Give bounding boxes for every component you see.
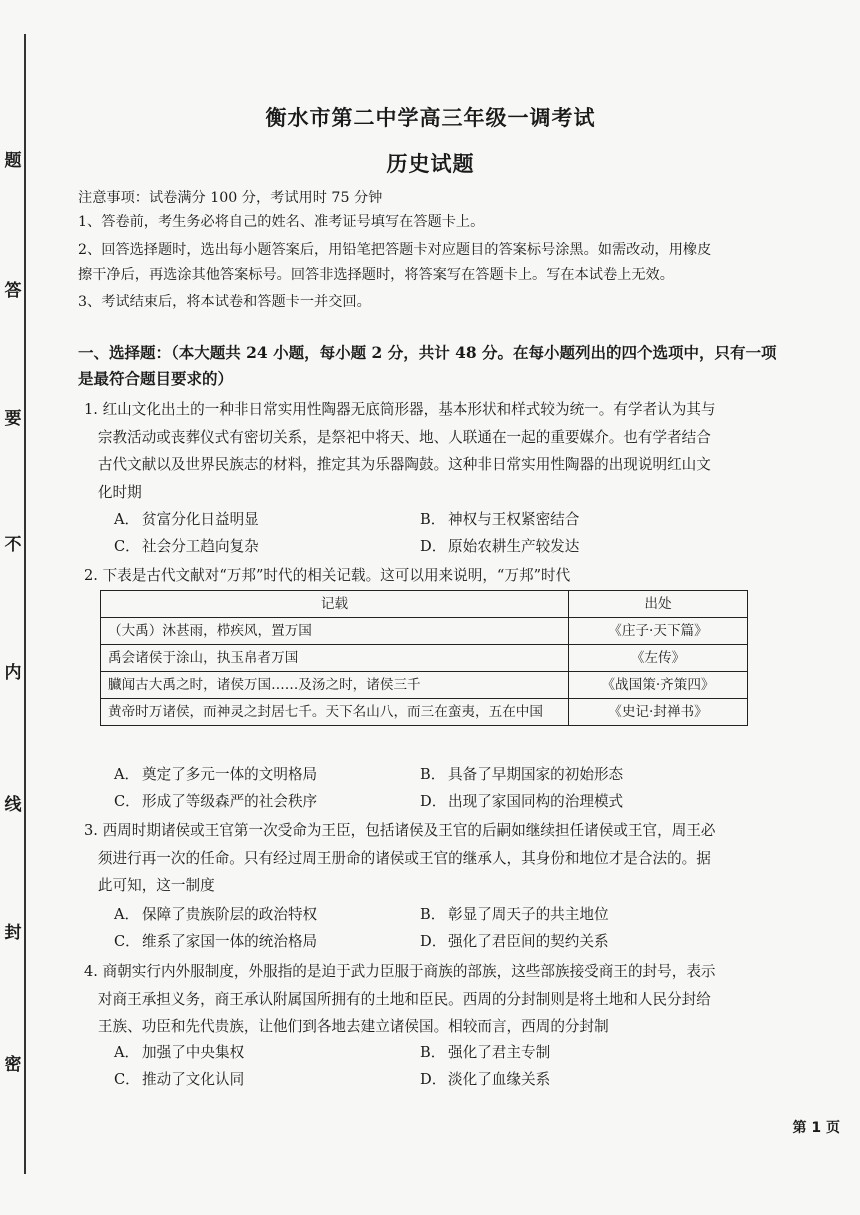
margin-char: 密 [4, 1055, 22, 1075]
margin-char: 封 [4, 923, 22, 943]
table-cell: 黄帝时万诸侯，而神灵之封居七千。天下名山八，而三在蛮夷，五在中国 [101, 699, 569, 726]
margin-char: 不 [4, 535, 22, 555]
question-line: 3. 西周时期诸侯或王官第一次受命为王臣，包括诸侯及王官的后嗣如继续担任诸侯或王官，周王必 [84, 822, 716, 839]
notice-item: 擦干净后，再选涂其他答案标号。回答非选择题时，将答案写在答题卡上。写在本试卷上无效。 [78, 267, 674, 283]
question-line: 古代文献以及世界民族志的材料，推定其为乐器陶鼓。这种非日常实用性陶器的出现说明红山文 [84, 456, 711, 473]
question-line: 4. 商朝实行内外服制度，外服指的是迫于武力臣服于商族的部族，这些部族接受商王的封号，表示 [84, 963, 716, 980]
option-a: A． 加强了中央集权 [114, 1044, 245, 1061]
table-cell-source: 《战国策·齐策四》 [569, 672, 748, 699]
section-heading: 是最符合题目要求的） [78, 369, 234, 388]
table-cell-source: 《左传》 [569, 645, 748, 672]
records-table [100, 590, 748, 726]
table-cell: 禹会诸侯于涂山，执玉帛者万国 [101, 645, 569, 672]
option-d: D． 原始农耕生产较发达 [420, 538, 580, 555]
exam-subtitle: 历史试题 [386, 151, 475, 176]
option-b: B． 神权与王权紧密结合 [420, 511, 580, 528]
margin-char: 要 [4, 409, 22, 429]
option-c: C． 维系了家国一体的统治格局 [114, 933, 318, 950]
option-a: A． 贫富分化日益明显 [114, 511, 259, 528]
option-c: C． 社会分工趋向复杂 [114, 538, 259, 555]
table-cell-source: 《庄子·天下篇》 [569, 618, 748, 645]
table-row [101, 645, 748, 672]
option-a: A． 奠定了多元一体的文明格局 [114, 766, 318, 783]
question-4 [84, 958, 854, 1041]
table-cell: 臓闻古大禹之时，诸侯万国……及汤之时，诸侯三千 [101, 672, 569, 699]
table-header-row [101, 591, 748, 618]
question-2 [84, 562, 854, 590]
margin-char: 题 [4, 151, 22, 171]
option-c: C． 推动了文化认同 [114, 1071, 245, 1088]
table-row [101, 618, 748, 645]
notice-item: 2、回答选择题时，选出每小题答案后，用铅笔把答题卡对应题目的答案标号涂黑。如需改动，用橡皮 [78, 242, 712, 258]
question-line: 2. 下表是古代文献对“万邦”时代的相关记载。这可以用来说明，“万邦”时代 [84, 567, 571, 584]
margin-char: 线 [4, 795, 22, 815]
binding-margin-line [24, 34, 26, 1174]
exam-title: 衡水市第二中学高三年级一调考试 [265, 105, 596, 130]
question-line: 宗教活动或丧葬仪式有密切关系，是祭祀中将天、地、人联通在一起的重要媒介。也有学者结合 [84, 428, 711, 446]
question-line: 王族、功臣和先代贵族，让他们到各地去建立诸侯国。相较而言，西周的分封制 [84, 1018, 609, 1035]
table-row [101, 699, 748, 726]
table-cell-source: 《史记·封禅书》 [569, 699, 748, 726]
option-d: D． 出现了家国同构的治理模式 [420, 793, 624, 810]
question-line: 对商王承担义务，商王承认附属国所拥有的土地和臣民。西周的分封制则是将土地和人民分封给 [84, 990, 711, 1008]
question-line: 须进行再一次的任命。只有经过周王册命的诸侯或王官的继承人，其身份和地位才是合法的。据 [84, 849, 711, 867]
option-b: B． 具备了早期国家的初始形态 [420, 766, 624, 783]
option-b: B． 强化了君主专制 [420, 1044, 551, 1061]
option-a: A． 保障了贵族阶层的政治特权 [114, 906, 318, 923]
table-header: 出处 [569, 591, 748, 618]
question-line: 此可知，这一制度 [84, 877, 215, 894]
option-d: D． 强化了君臣间的契约关系 [420, 933, 609, 950]
table-header: 记载 [101, 591, 569, 618]
option-d: D． 淡化了血缘关系 [420, 1071, 551, 1088]
table-row [101, 672, 748, 699]
question-1 [84, 396, 854, 506]
question-3 [84, 817, 854, 900]
question-line: 化时期 [84, 483, 142, 501]
notice-intro: 注意事项：试卷满分 100 分，考试用时 75 分钟 [78, 190, 383, 206]
margin-char: 答 [4, 281, 22, 301]
margin-char: 内 [4, 663, 22, 683]
option-c: C． 形成了等级森严的社会秩序 [114, 793, 318, 810]
page-number: 第 1 页 [792, 1120, 840, 1136]
option-b: B． 彰显了周天子的共主地位 [420, 906, 609, 923]
table-cell: （大禹）沐甚雨，栉疾风，置万国 [101, 618, 569, 645]
section-heading: 一、选择题：（本大题共 24 小题，每小题 2 分，共计 48 分。在每小题列出的四个选项中，只有一项 [78, 343, 777, 362]
notice-item: 3、考试结束后，将本试卷和答题卡一并交回。 [78, 294, 371, 310]
notice-item: 1、答卷前，考生务必将自己的姓名、准考证号填写在答题卡上。 [78, 214, 485, 230]
question-line: 1. 红山文化出土的一种非日常实用性陶器无底筒形器，基本形状和样式较为统一。有学者认为其与 [84, 401, 716, 418]
